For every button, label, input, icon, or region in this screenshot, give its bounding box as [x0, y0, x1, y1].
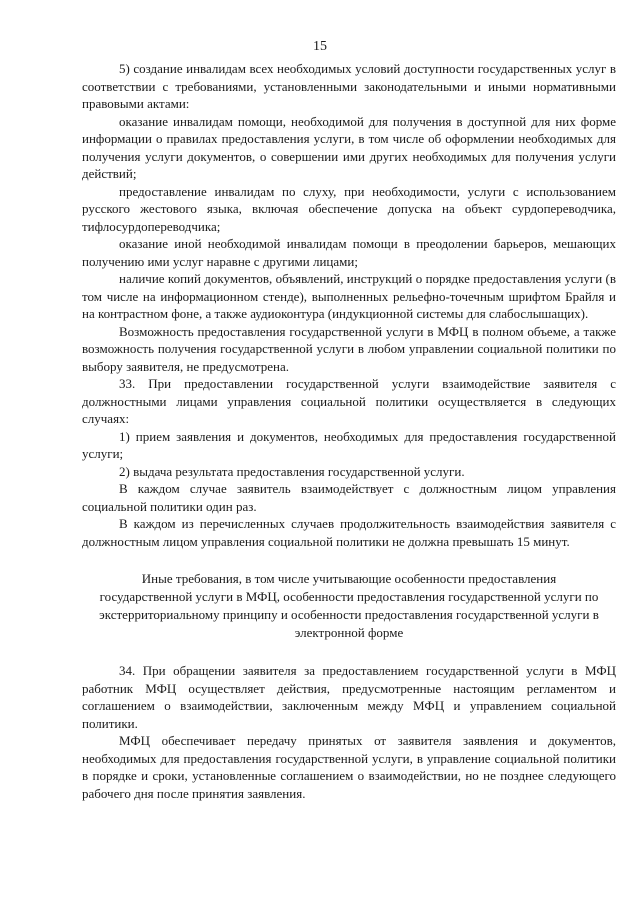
- paragraph: В каждом из перечисленных случаев продолжительность взаимодействия заявителя с должностным лицом управления социальной политики не должна превышать 15 минут.: [82, 516, 616, 549]
- paragraph: В каждом случае заявитель взаимодействует с должностным лицом управления социальной политики один раз.: [82, 481, 616, 514]
- paragraph: 33. При предоставлении государственной услуги взаимодействие заявителя с должностными лицами управления социальной политики осуществляется в следующих случаях:: [82, 376, 616, 426]
- section-heading: Иные требования, в том числе учитывающие особенности предоставления государственной услуги в МФЦ, особенности предоставления государственной услуги по экстерриториальному принципу и особенности предоставления государственной услуги в электронной форме: [99, 571, 599, 640]
- paragraph: 34. При обращении заявителя за предоставлением государственной услуги в МФЦ работник МФЦ осуществляет действия, предусмотренные настоящим регламентом и соглашением о взаимодействии, заключенным между МФЦ и управлением социальной политики.: [82, 663, 616, 731]
- document-body: [82, 60, 616, 802]
- spacer: [82, 550, 616, 570]
- paragraph: 5) создание инвалидам всех необходимых условий доступности государственных услуг в соответствии с требованиями, установленными законодательными и иными нормативными правовыми актами:: [82, 61, 616, 111]
- spacer: [82, 642, 616, 662]
- paragraph: предоставление инвалидам по слуху, при необходимости, услуги с использованием русского жестового языка, включая обеспечение допуска на объект сурдопереводчика, тифлосурдопереводчика;: [82, 183, 616, 234]
- paragraph: 1) прием заявления и документов, необходимых для предоставления государственной услуги;: [82, 428, 616, 461]
- page-number: 15: [313, 39, 327, 54]
- paragraph: 2) выдача результата предоставления государственной услуги.: [119, 463, 465, 479]
- paragraph: оказание инвалидам помощи, необходимой для получения в доступной для них форме информации о правилах предоставления услуги, в том числе об оформлении необходимых для получения услуги документов, о совершении ими других необходимых для получения услуги действий;: [82, 113, 616, 181]
- paragraph: Возможность предоставления государственной услуги в МФЦ в полном объеме, а также возможность получения государственной услуги в любом управлении социальной политики по выбору заявителя, не предусмотрена.: [82, 323, 616, 374]
- paragraph: оказание иной необходимой инвалидам помощи в преодолении барьеров, мешающих получению ими услуг наравне с другими лицами;: [82, 236, 616, 269]
- paragraph: наличие копий документов, объявлений, инструкций о порядке предоставления услуги (в том числе на информационном стенде), выполненных рельефно-точечным шрифтом Брайля и на контрастном фоне, а также аудиоконтура (индукционной системы для слабослышащих).: [82, 271, 616, 321]
- paragraph: МФЦ обеспечивает передачу принятых от заявителя заявления и документов, необходимых для предоставления государственной услуги, в управление социальной политики в порядке и сроки, установленные соглашением о взаимодействии, но не позднее следующего рабочего дня после принятия заявления.: [82, 733, 616, 801]
